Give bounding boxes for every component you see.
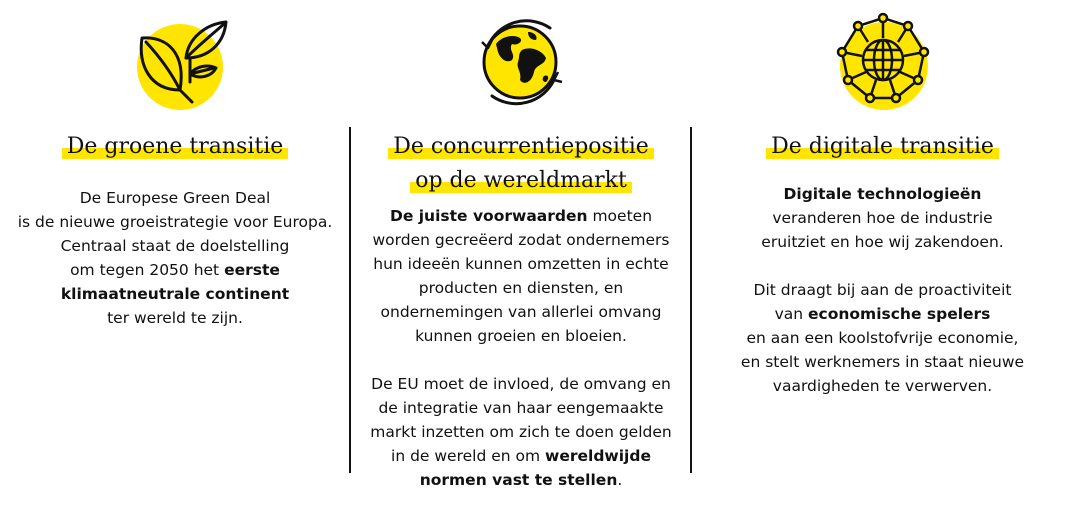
network-globe-icon <box>828 10 938 110</box>
text-run-bold: Digitale technologieën <box>783 185 982 203</box>
column-digital-transition <box>692 0 1073 518</box>
text-line <box>692 350 1073 374</box>
text-line <box>352 396 690 420</box>
text-run: ter wereld te zijn. <box>107 309 243 327</box>
text-line <box>0 282 350 306</box>
text-run: is de nieuwe groeistrategie voor Europa. <box>17 213 333 231</box>
column-divider <box>349 127 351 473</box>
text-line <box>692 326 1073 350</box>
text-run: vaardigheden te verwerven. <box>772 377 993 395</box>
text-line <box>692 206 1073 230</box>
paragraph <box>352 372 690 492</box>
text-run-bold: normen vast te stellen <box>419 471 618 489</box>
column-green-transition <box>0 0 350 518</box>
text-run: worden gecreëerd zodat ondernemers <box>372 231 670 249</box>
globe-arrows-icon <box>466 10 576 110</box>
text-run: producten en diensten, en <box>418 279 624 297</box>
text-line <box>352 300 690 324</box>
text-run: De Europese Green Deal <box>79 189 271 207</box>
text-run-bold: De juiste voorwaarden <box>389 207 588 225</box>
text-run-bold: wereldwijde <box>545 447 651 465</box>
text-line <box>352 228 690 252</box>
text-line <box>692 182 1073 206</box>
text-line <box>352 468 690 492</box>
text-run: eruitziet en hoe wij zakendoen. <box>761 233 1004 251</box>
text-run: de integratie van haar eengemaakte <box>378 399 664 417</box>
text-run: en aan een koolstofvrije economie, <box>746 329 1019 347</box>
text-line <box>0 306 350 330</box>
column-title <box>0 130 350 164</box>
text-line <box>352 372 690 396</box>
text-run: in de wereld en om <box>391 447 546 465</box>
paragraph <box>692 278 1073 398</box>
text-line <box>352 324 690 348</box>
text-line <box>352 204 690 228</box>
text-run: ondernemingen van allerlei omvang <box>380 303 662 321</box>
paragraph <box>692 182 1073 254</box>
text-run: veranderen hoe de industrie <box>772 209 993 227</box>
text-line <box>352 276 690 300</box>
text-run-bold: economische spelers <box>808 305 991 323</box>
title-line: De concurrentiepositie <box>388 134 654 159</box>
text-run: De EU moet de invloed, de omvang en <box>371 375 671 393</box>
paragraph <box>0 186 350 330</box>
text-run-bold: klimaatneutrale continent <box>60 285 290 303</box>
paragraph <box>352 204 690 348</box>
column-title <box>692 130 1073 164</box>
title-line: De digitale transitie <box>766 134 999 159</box>
text-run: moeten <box>587 207 653 225</box>
text-run: markt inzetten om zich te doen gelden <box>370 423 672 441</box>
column-text <box>0 186 350 330</box>
column-text <box>352 204 690 492</box>
text-line <box>0 258 350 282</box>
column-text <box>692 182 1073 398</box>
text-line <box>692 302 1073 326</box>
title-line: De groene transitie <box>62 134 289 159</box>
text-run: kunnen groeien en bloeien. <box>415 327 627 345</box>
title-line: op de wereldmarkt <box>410 168 632 193</box>
column-title <box>352 130 690 198</box>
text-line <box>0 234 350 258</box>
text-line <box>0 210 350 234</box>
text-line <box>352 420 690 444</box>
text-run: Dit draagt bij aan de proactiviteit <box>753 281 1012 299</box>
text-line <box>352 444 690 468</box>
text-run: om tegen 2050 het <box>70 261 225 279</box>
text-run-bold: eerste <box>224 261 280 279</box>
text-line <box>692 374 1073 398</box>
text-run: en stelt werknemers in staat nieuwe <box>740 353 1025 371</box>
text-run: van <box>774 305 809 323</box>
column-competitive-position <box>352 0 690 518</box>
text-line <box>352 252 690 276</box>
leaves-icon <box>120 10 230 110</box>
text-run: hun ideeën kunnen omzetten in echte <box>373 255 669 273</box>
text-line <box>692 230 1073 254</box>
text-line <box>0 186 350 210</box>
text-run: Centraal staat de doelstelling <box>60 237 290 255</box>
text-line <box>692 278 1073 302</box>
text-run: . <box>617 471 623 489</box>
